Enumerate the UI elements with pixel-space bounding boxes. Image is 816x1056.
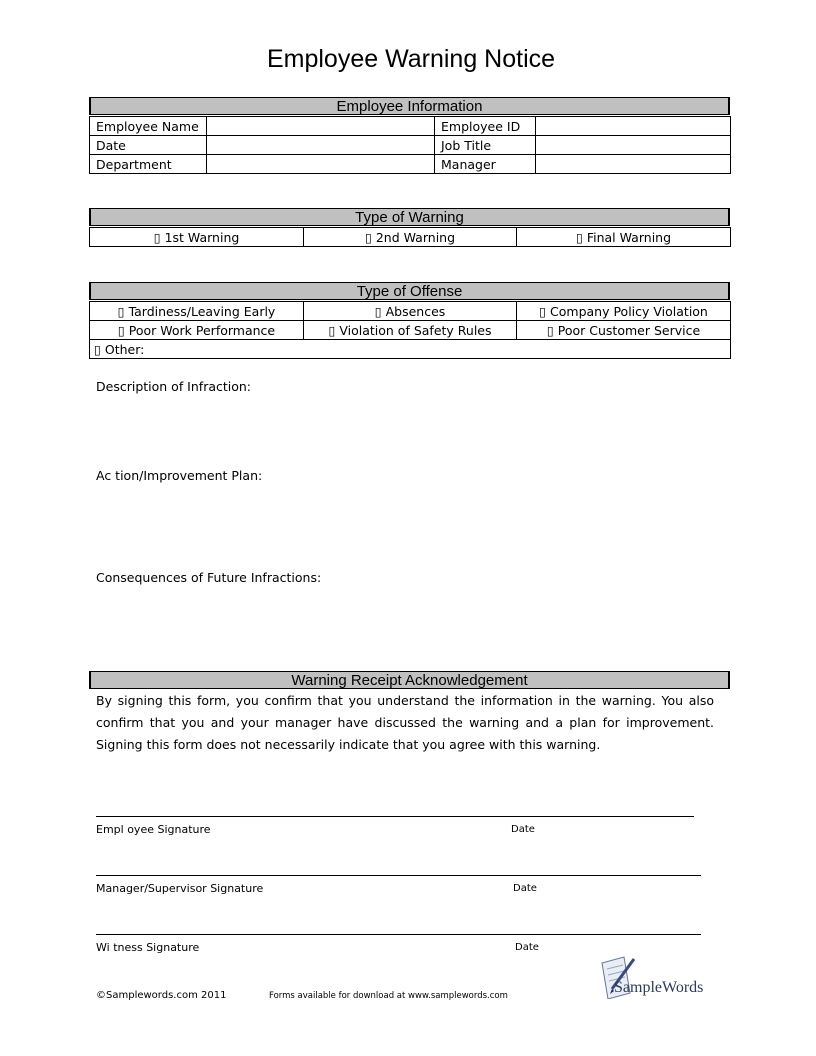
action-plan-label: Ac tion/Improvement Plan: <box>96 468 263 483</box>
offense-option-policy[interactable]: ▯ Company Policy Violation <box>517 302 731 321</box>
manager-label: Manager <box>435 155 536 174</box>
copyright-text: ©Samplewords.com 2011 <box>96 990 227 1001</box>
consequences-field[interactable] <box>96 589 730 664</box>
department-label: Department <box>90 155 207 174</box>
manager-field[interactable] <box>536 155 731 174</box>
table-row <box>90 136 731 155</box>
checkbox-icon[interactable]: ▯ <box>117 303 125 319</box>
manager-date-label: Date <box>513 883 537 894</box>
offense-option-tardiness[interactable]: ▯ Tardiness/Leaving Early <box>90 302 304 321</box>
warning-option-final[interactable]: ▯ Final Warning <box>517 228 731 247</box>
consequences-label: Consequences of Future Infractions: <box>96 570 322 585</box>
offense-option-performance[interactable]: ▯ Poor Work Performance <box>90 321 304 340</box>
checkbox-icon[interactable]: ▯ <box>575 229 583 245</box>
description-label: Description of Infraction: <box>96 379 252 394</box>
offense-option-absences[interactable]: ▯ Absences <box>304 302 517 321</box>
checkbox-icon[interactable]: ▯ <box>364 229 372 245</box>
acknowledgement-text: By signing this form, you confirm that you understand the information in the warning. You also confirm that you and your manager have discussed the warning and a plan for improvement. Signing this form does not necessarily indicate that you agree with this warning. <box>96 693 714 752</box>
table-row <box>90 228 731 247</box>
employee-signature-line[interactable] <box>96 816 694 817</box>
table-row <box>90 321 731 340</box>
employee-date-label: Date <box>511 824 535 835</box>
table-row <box>90 155 731 174</box>
offense-type-header: Type of Offense <box>89 282 730 300</box>
witness-signature-line[interactable] <box>96 934 701 935</box>
department-field[interactable] <box>207 155 435 174</box>
date-field[interactable] <box>207 136 435 155</box>
witness-date-label: Date <box>515 942 539 953</box>
checkbox-icon[interactable]: ▯ <box>374 303 382 319</box>
warning-type-table <box>89 227 731 247</box>
date-label: Date <box>90 136 207 155</box>
checkbox-icon[interactable]: ▯ <box>328 322 336 338</box>
checkbox-icon[interactable]: ▯ <box>153 229 161 245</box>
employee-id-field[interactable] <box>536 117 731 136</box>
acknowledgement-header: Warning Receipt Acknowledgement <box>89 671 730 689</box>
job-title-field[interactable] <box>536 136 731 155</box>
table-row <box>90 302 731 321</box>
checkbox-icon[interactable]: ▯ <box>539 303 547 319</box>
employee-info-table <box>89 116 731 174</box>
offense-option-safety[interactable]: ▯ Violation of Safety Rules <box>304 321 517 340</box>
samplewords-logo <box>598 955 718 1001</box>
employee-id-label: Employee ID <box>435 117 536 136</box>
offense-type-table <box>89 301 731 359</box>
job-title-label: Job Title <box>435 136 536 155</box>
warning-type-header: Type of Warning <box>89 208 730 226</box>
warning-option-1st[interactable]: ▯ 1st Warning <box>90 228 304 247</box>
page-title: Employee Warning Notice <box>266 45 556 73</box>
offense-option-other[interactable]: ▯ Other: <box>90 340 731 359</box>
employee-name-field[interactable] <box>207 117 435 136</box>
employee-signature-label: Empl oyee Signature <box>96 823 211 836</box>
download-note: Forms available for download at www.samplewords.com <box>269 991 508 1001</box>
employee-info-header: Employee Information <box>89 97 730 115</box>
manager-signature-line[interactable] <box>96 875 701 876</box>
warning-option-2nd[interactable]: ▯ 2nd Warning <box>304 228 517 247</box>
action-plan-field[interactable] <box>96 487 730 567</box>
employee-name-label: Employee Name <box>90 117 207 136</box>
checkbox-icon[interactable]: ▯ <box>117 322 125 338</box>
description-field[interactable] <box>96 398 730 458</box>
table-row <box>90 117 731 136</box>
checkbox-icon[interactable]: ▯ <box>94 341 101 357</box>
logo-text: SampleWords <box>614 979 704 996</box>
checkbox-icon[interactable]: ▯ <box>546 322 554 338</box>
manager-signature-label: Manager/Supervisor Signature <box>96 882 264 895</box>
offense-option-customer-service[interactable]: ▯ Poor Customer Service <box>517 321 731 340</box>
witness-signature-label: Wi tness Signature <box>96 941 200 954</box>
table-row <box>90 340 731 359</box>
